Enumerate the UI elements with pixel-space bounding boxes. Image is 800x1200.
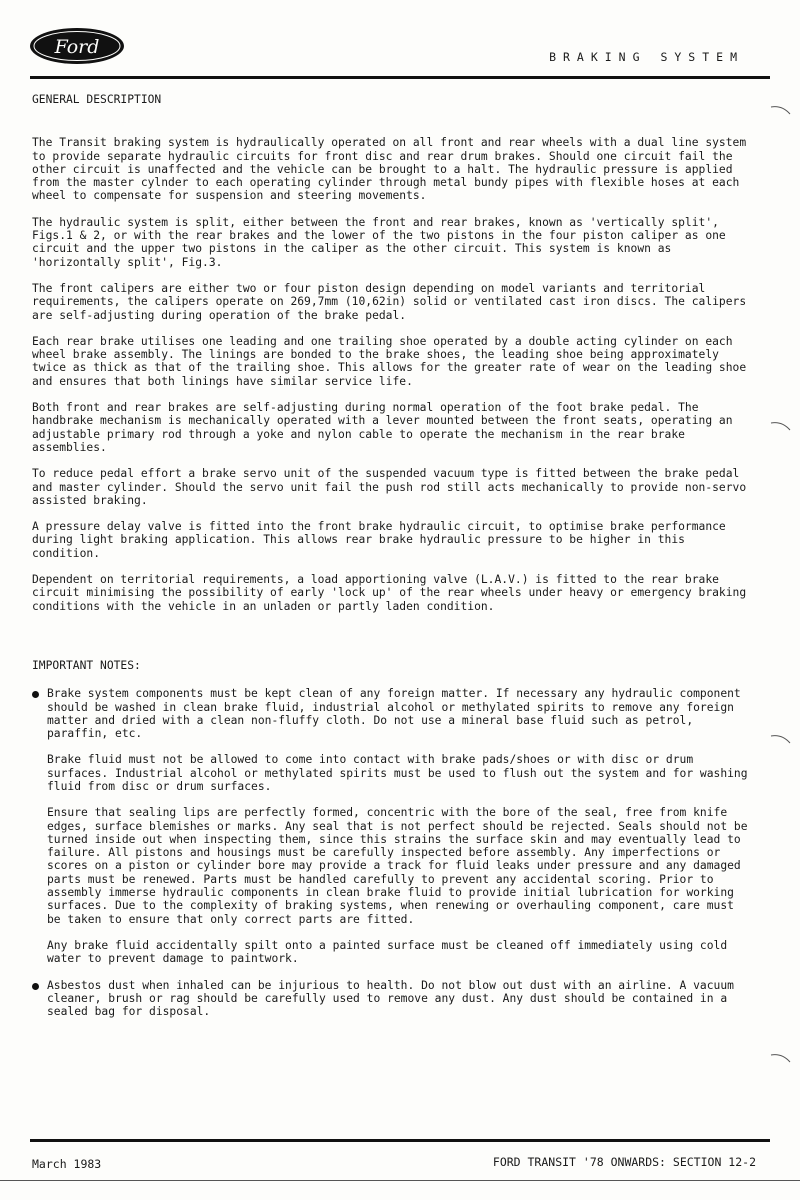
bullet-dot-icon	[32, 983, 39, 990]
note-bullet	[32, 687, 754, 740]
note-paragraph: Any brake fluid accidentally spilt onto a painted surface must be cleaned off immediately using cold water to prevent damage to paintwork.	[47, 938, 728, 966]
footer-rule	[30, 1139, 770, 1142]
page-title: BRAKING SYSTEM	[549, 50, 744, 64]
header-rule	[30, 76, 770, 79]
paragraph: The Transit braking system is hydraulically operated on all front and rear wheels with a dual line system to provide separate hydraulic circuits for front disc and rear drum brakes. Should one circuit fail the other circuit is unaffected and the vehicle can be brought to a halt. The hydraulic pressure is applied from the master cylnder to each operating cylinder through metal bundy pipes with flexible hoses at each wheel to compensate for suspension and steering movements.	[32, 136, 747, 203]
important-notes-heading: IMPORTANT NOTES:	[32, 658, 141, 672]
logo-text: Ford	[54, 36, 100, 58]
general-description-heading: GENERAL DESCRIPTION	[32, 93, 162, 106]
bullet-dot-icon	[32, 691, 39, 698]
paragraph: Both front and rear brakes are self-adjusting during normal operation of the foot brake pedal. The handbrake mechanism is mechanically operated with a lever mounted between the front seats, operating an adjustable primary rod through a yoke and nylon cable to operate the mechanism in the rear brake assemblies.	[32, 401, 733, 454]
paragraph: Dependent on territorial requirements, a load apportioning valve (L.A.V.) is fitted to the rear brake circuit minimising the possibility of early 'lock up' of the rear wheels under heavy or emergency braking conditions with the vehicle in an unladen or partly laden condition.	[32, 573, 747, 613]
margin-mark	[770, 733, 792, 745]
ford-logo	[28, 26, 126, 66]
margin-mark	[770, 104, 792, 116]
paragraph: Each rear brake utilises one leading and one trailing shoe operated by a double acting cylinder on each wheel brake assembly. The linings are bonded to the brake shoes, the leading shoe being approximately twice as thick as that of the trailing shoe. This allows for the greater rate of wear on the leading shoe and ensures that both linings have similar service life.	[32, 334, 747, 388]
margin-mark	[770, 420, 792, 432]
paragraph: The hydraulic system is split, either between the front and rear brakes, known as 'vertically split', Figs.1 & 2, or with the rear brakes and the lower of the two pistons in the four piston caliper as one circuit and the upper two pistons in the caliper as the other circuit. This system is known as 'horizontally split', Fig.3.	[32, 215, 726, 269]
paragraph: To reduce pedal effort a brake servo unit of the suspended vacuum type is fitted between the brake pedal and master cylinder. Should the servo unit fail the push rod still acts mechanically to provide non-servo assisted braking.	[32, 467, 747, 507]
paragraph: The front calipers are either two or four piston design depending on model variants and territorial requirements, the calipers operate on 269,7mm (10,62in) solid or ventilated cast iron discs. The calipers are self-adjusting during operation of the brake pedal.	[32, 281, 747, 322]
footer-section: FORD TRANSIT '78 ONWARDS: SECTION 12-2	[492, 1155, 756, 1169]
paragraph: A pressure delay valve is fitted into the front brake hydraulic circuit, to optimise brake performance during light braking application. This allows rear brake hydraulic pressure to be higher in this condition.	[32, 520, 726, 560]
margin-mark	[770, 1052, 792, 1064]
note-text: Asbestos dust when inhaled can be injurious to health. Do not blow out dust with an airline. A vacuum cleaner, brush or rag should be carefully used to remove any dust. Any dust should be contained in a sealed bag for disposal.	[47, 978, 734, 1019]
note-paragraph: Ensure that sealing lips are perfectly formed, concentric with the bore of the seal, free from knife edges, surface blemishes or marks. Any seal that is not perfect should be rejected. Seals should not be turned inside out when inspecting them, since this strains the surface skin and may eventually lead to failure. All pistons and housings must be carefully inspected before assembly. Any imperfections or scores on a piston or cylinder bore may provide a track for fluid leaks under pressure and any damaged parts must be renewed. Parts must be handled carefully to prevent any accidental scoring. Prior to assembly immerse hydraulic components in clean brake fluid to provide initial lubrication for working surfaces. Due to the complexity of braking systems, when renewing or overhauling component, care must be taken to ensure that only correct parts are fitted.	[47, 806, 748, 926]
note-bullet	[32, 979, 754, 1019]
document-body	[32, 93, 754, 1031]
page-edge-line	[0, 1180, 800, 1181]
note-paragraph: Brake fluid must not be allowed to come into contact with brake pads/shoes or with disc or drum surfaces. Industrial alcohol or methylated spirits must be used to flush out the system and for washing fluid from disc or drum surfaces.	[47, 753, 748, 793]
footer-date: March 1983	[32, 1157, 102, 1171]
note-text: Brake system components must be kept clean of any foreign matter. If necessary any hydraulic component should be washed in clean brake fluid, industrial alcohol or methylated spirits to remove any foreign matter and dried with a clean non-fluffy cloth. Do not use a mineral base fluid such as petrol, paraffin, etc.	[47, 687, 741, 741]
